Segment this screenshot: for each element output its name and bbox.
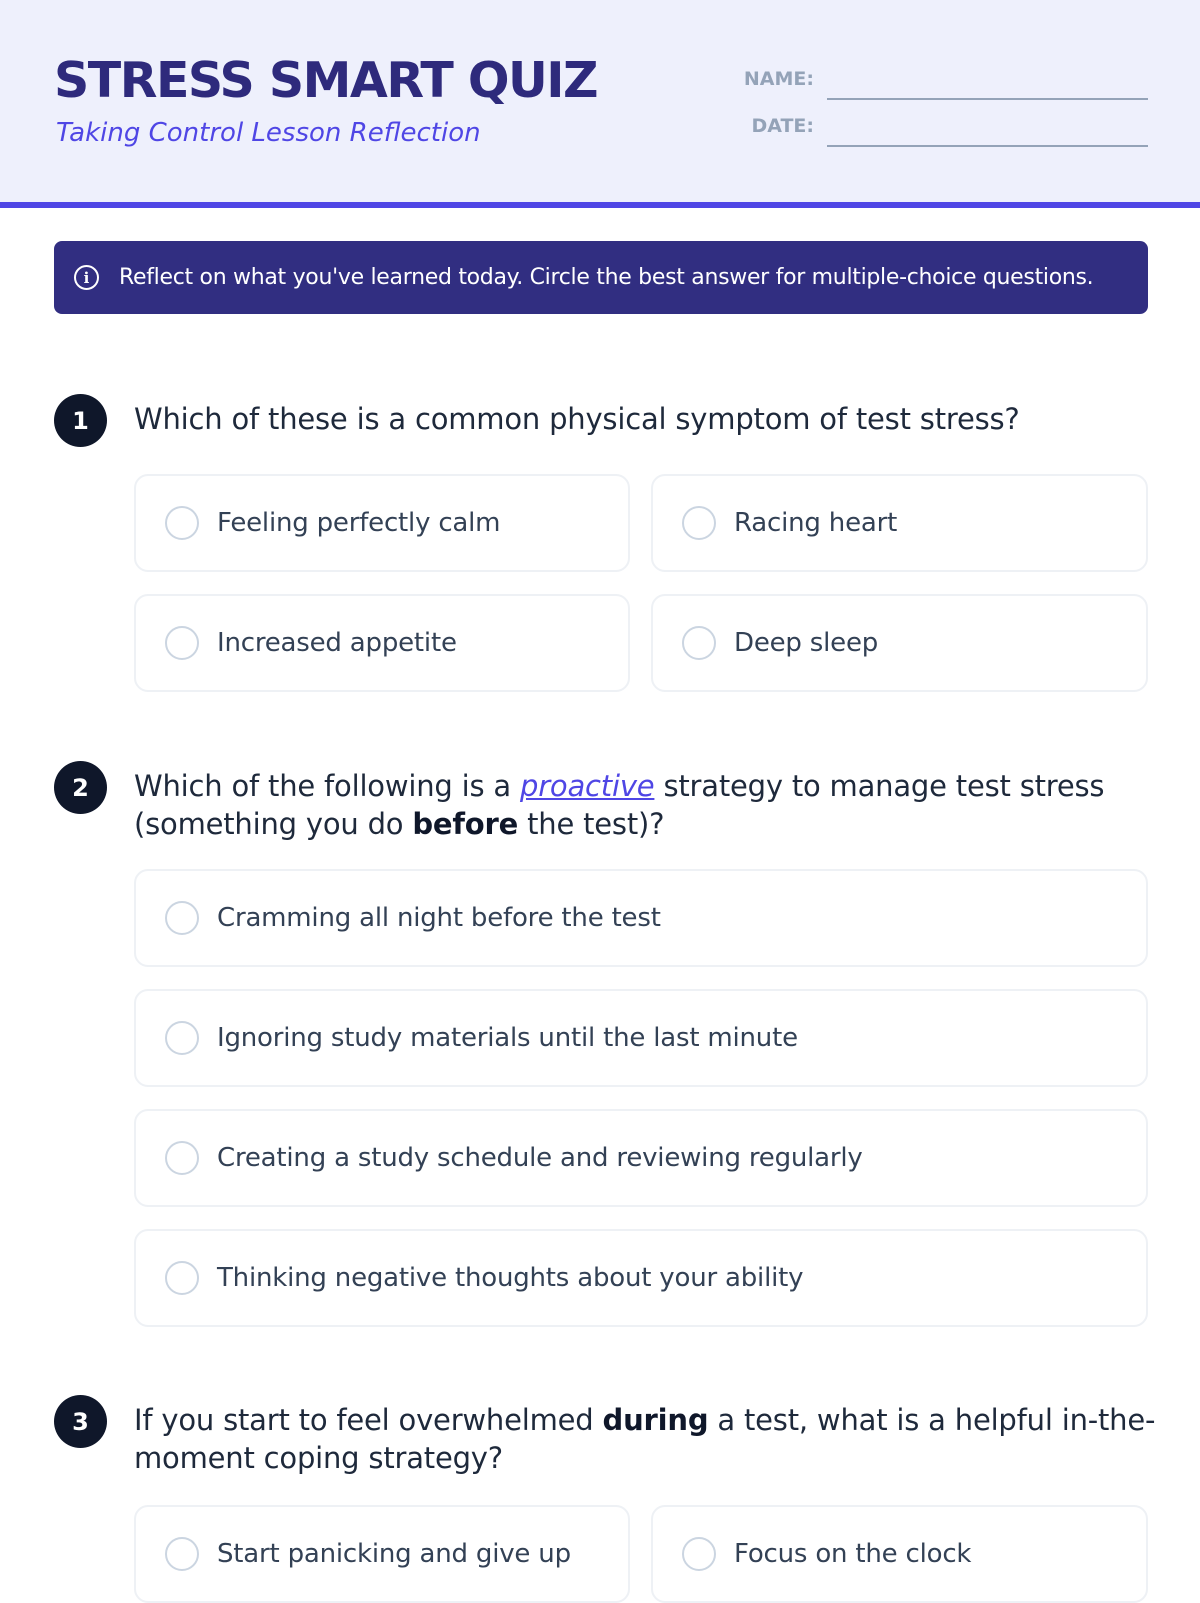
answer-option-label: Creating a study schedule and reviewing regularly bbox=[217, 1143, 863, 1173]
answer-option-label: Increased appetite bbox=[217, 628, 457, 658]
radio-circle-icon[interactable] bbox=[165, 1021, 199, 1055]
question-text bbox=[134, 1401, 1164, 1477]
question-text-part: If you start to feel overwhelmed bbox=[134, 1403, 603, 1437]
question-emphasis: during bbox=[602, 1403, 709, 1437]
radio-circle-icon[interactable] bbox=[165, 1261, 199, 1295]
answer-option[interactable] bbox=[134, 474, 630, 572]
question-number-badge: 2 bbox=[54, 761, 107, 814]
answer-option-label: Focus on the clock bbox=[734, 1539, 972, 1569]
radio-circle-icon[interactable] bbox=[165, 626, 199, 660]
answer-option[interactable] bbox=[134, 594, 630, 692]
answer-option[interactable] bbox=[134, 989, 1148, 1087]
answer-option[interactable] bbox=[651, 594, 1148, 692]
radio-circle-icon[interactable] bbox=[165, 1537, 199, 1571]
answer-option-label: Start panicking and give up bbox=[217, 1539, 571, 1569]
quiz-title: STRESS SMART QUIZ bbox=[54, 52, 598, 109]
instructions-text: Reflect on what you've learned today. Circle the best answer for multiple-choice questions. bbox=[119, 265, 1094, 290]
answer-option[interactable] bbox=[134, 1505, 630, 1603]
radio-circle-icon[interactable] bbox=[165, 1141, 199, 1175]
worksheet-header bbox=[0, 0, 1200, 208]
question-text-part: Which of the following is a bbox=[134, 769, 520, 803]
question-text-part: a test, what is a helpful in-the-moment coping strategy? bbox=[134, 1403, 1156, 1475]
question-text: Which of these is a common physical symptom of test stress? bbox=[134, 402, 1020, 436]
answer-option-label: Racing heart bbox=[734, 508, 898, 538]
answer-option-label: Deep sleep bbox=[734, 628, 879, 658]
radio-circle-icon[interactable] bbox=[165, 506, 199, 540]
answer-option-label: Cramming all night before the test bbox=[217, 903, 661, 933]
answer-option-label: Ignoring study materials until the last minute bbox=[217, 1023, 798, 1053]
radio-circle-icon[interactable] bbox=[165, 901, 199, 935]
question-text bbox=[134, 767, 1164, 843]
instructions-banner bbox=[54, 241, 1148, 314]
question-number-badge: 1 bbox=[54, 394, 107, 447]
radio-circle-icon[interactable] bbox=[682, 626, 716, 660]
quiz-subtitle: Taking Control Lesson Reflection bbox=[56, 118, 481, 148]
answer-option[interactable] bbox=[134, 869, 1148, 967]
question-text-part: strategy to manage test stress (something you do bbox=[134, 769, 1105, 841]
question-emphasis: before bbox=[412, 807, 519, 841]
answer-option[interactable] bbox=[134, 1109, 1148, 1207]
radio-circle-icon[interactable] bbox=[682, 1537, 716, 1571]
name-field-line[interactable] bbox=[827, 98, 1148, 100]
radio-circle-icon[interactable] bbox=[682, 506, 716, 540]
answer-option[interactable] bbox=[651, 1505, 1148, 1603]
answer-option-label: Thinking negative thoughts about your ability bbox=[217, 1263, 804, 1293]
date-label: DATE: bbox=[751, 115, 814, 137]
answer-option-label: Feeling perfectly calm bbox=[217, 508, 501, 538]
name-label: NAME: bbox=[743, 68, 814, 90]
question-text-part: the test)? bbox=[518, 807, 665, 841]
answer-option[interactable] bbox=[651, 474, 1148, 572]
question-number-badge: 3 bbox=[54, 1395, 107, 1448]
answer-option[interactable] bbox=[134, 1229, 1148, 1327]
question-keyword: proactive bbox=[520, 769, 655, 803]
date-field-line[interactable] bbox=[827, 145, 1148, 147]
info-icon: i bbox=[74, 265, 99, 290]
